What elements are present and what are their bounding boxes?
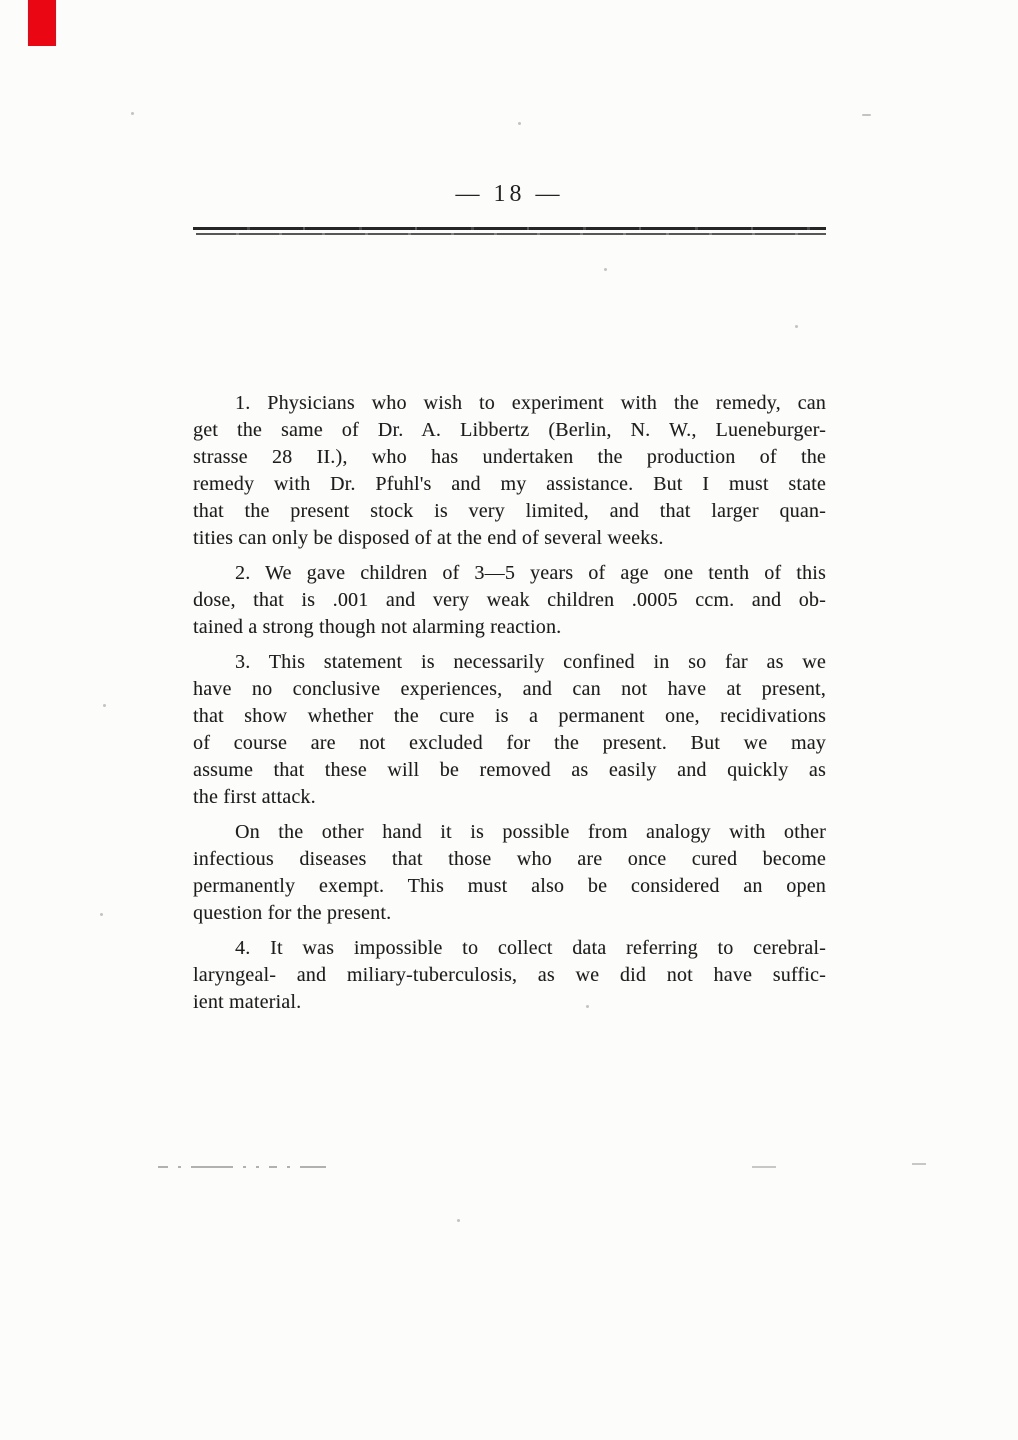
artifact-segment: [191, 1166, 233, 1168]
header-rule-thin-line: [196, 233, 826, 235]
text-line: 1. Physicians who wish to experiment with the remedy, can: [235, 392, 826, 414]
text-line: dose, that is .001 and very weak children .0005 ccm. and ob-: [193, 589, 826, 611]
artifact-segment: [256, 1166, 259, 1168]
scan-artifact-mark: [912, 1163, 926, 1165]
text-line: laryngeal- and miliary-tuberculosis, as we did not have suffic-: [193, 964, 826, 986]
text-line: 3. This statement is necessarily confined in so far as we: [235, 651, 826, 673]
artifact-segment: [178, 1166, 181, 1168]
paragraph: [193, 560, 826, 641]
text-line: tained a strong though not alarming reaction.: [193, 616, 562, 638]
scan-speck: [457, 1219, 460, 1222]
scan-speck: [795, 325, 798, 328]
red-corner-mark: [28, 0, 56, 46]
text-line: On the other hand it is possible from analogy with other: [235, 821, 826, 843]
text-line: permanently exempt. This must also be considered an open: [193, 875, 826, 897]
scan-speck: [131, 112, 134, 115]
text-line: strasse 28 II.), who has undertaken the production of the: [193, 446, 826, 468]
text-line: tities can only be disposed of at the end of several weeks.: [193, 527, 664, 549]
body-text: [193, 390, 826, 1024]
scan-speck: [100, 913, 103, 916]
artifact-segment: [158, 1166, 168, 1168]
scan-speck: [586, 1005, 589, 1008]
header-rule-thick-line: [193, 227, 826, 230]
scan-artifact-line: [158, 1166, 326, 1168]
text-line: question for the present.: [193, 902, 392, 924]
text-line: the first attack.: [193, 786, 316, 808]
scan-speck: [604, 268, 607, 271]
header-rule: [193, 227, 826, 236]
artifact-segment: [269, 1166, 277, 1168]
text-line: infectious diseases that those who are once cured become: [193, 848, 826, 870]
paragraph: [193, 935, 826, 1016]
artifact-segment: [300, 1166, 326, 1168]
artifact-segment: [243, 1166, 246, 1168]
text-line: assume that these will be removed as easily and quickly as: [193, 759, 826, 781]
scan-speck: [518, 122, 521, 125]
scan-speck: [862, 114, 871, 116]
paragraph: [193, 819, 826, 927]
text-line: remedy with Dr. Pfuhl's and my assistance. But I must state: [193, 473, 826, 495]
scan-artifact-mark: [752, 1166, 776, 1168]
text-line: of course are not excluded for the present. But we may: [193, 732, 826, 754]
artifact-segment: [287, 1166, 290, 1168]
page-number: — 18 —: [455, 181, 564, 207]
text-line: 4. It was impossible to collect data referring to cerebral-: [235, 937, 826, 959]
paragraph: [193, 649, 826, 811]
text-line: ient material.: [193, 991, 302, 1013]
paragraph: [193, 390, 826, 552]
text-line: have no conclusive experiences, and can not have at present,: [193, 678, 826, 700]
text-line: that the present stock is very limited, and that larger quan-: [193, 500, 826, 522]
text-line: that show whether the cure is a permanent one, recidivations: [193, 705, 826, 727]
text-line: get the same of Dr. A. Libbertz (Berlin, N. W., Lueneburger-: [193, 419, 826, 441]
scan-speck: [103, 704, 106, 707]
text-line: 2. We gave children of 3—5 years of age one tenth of this: [235, 562, 826, 584]
